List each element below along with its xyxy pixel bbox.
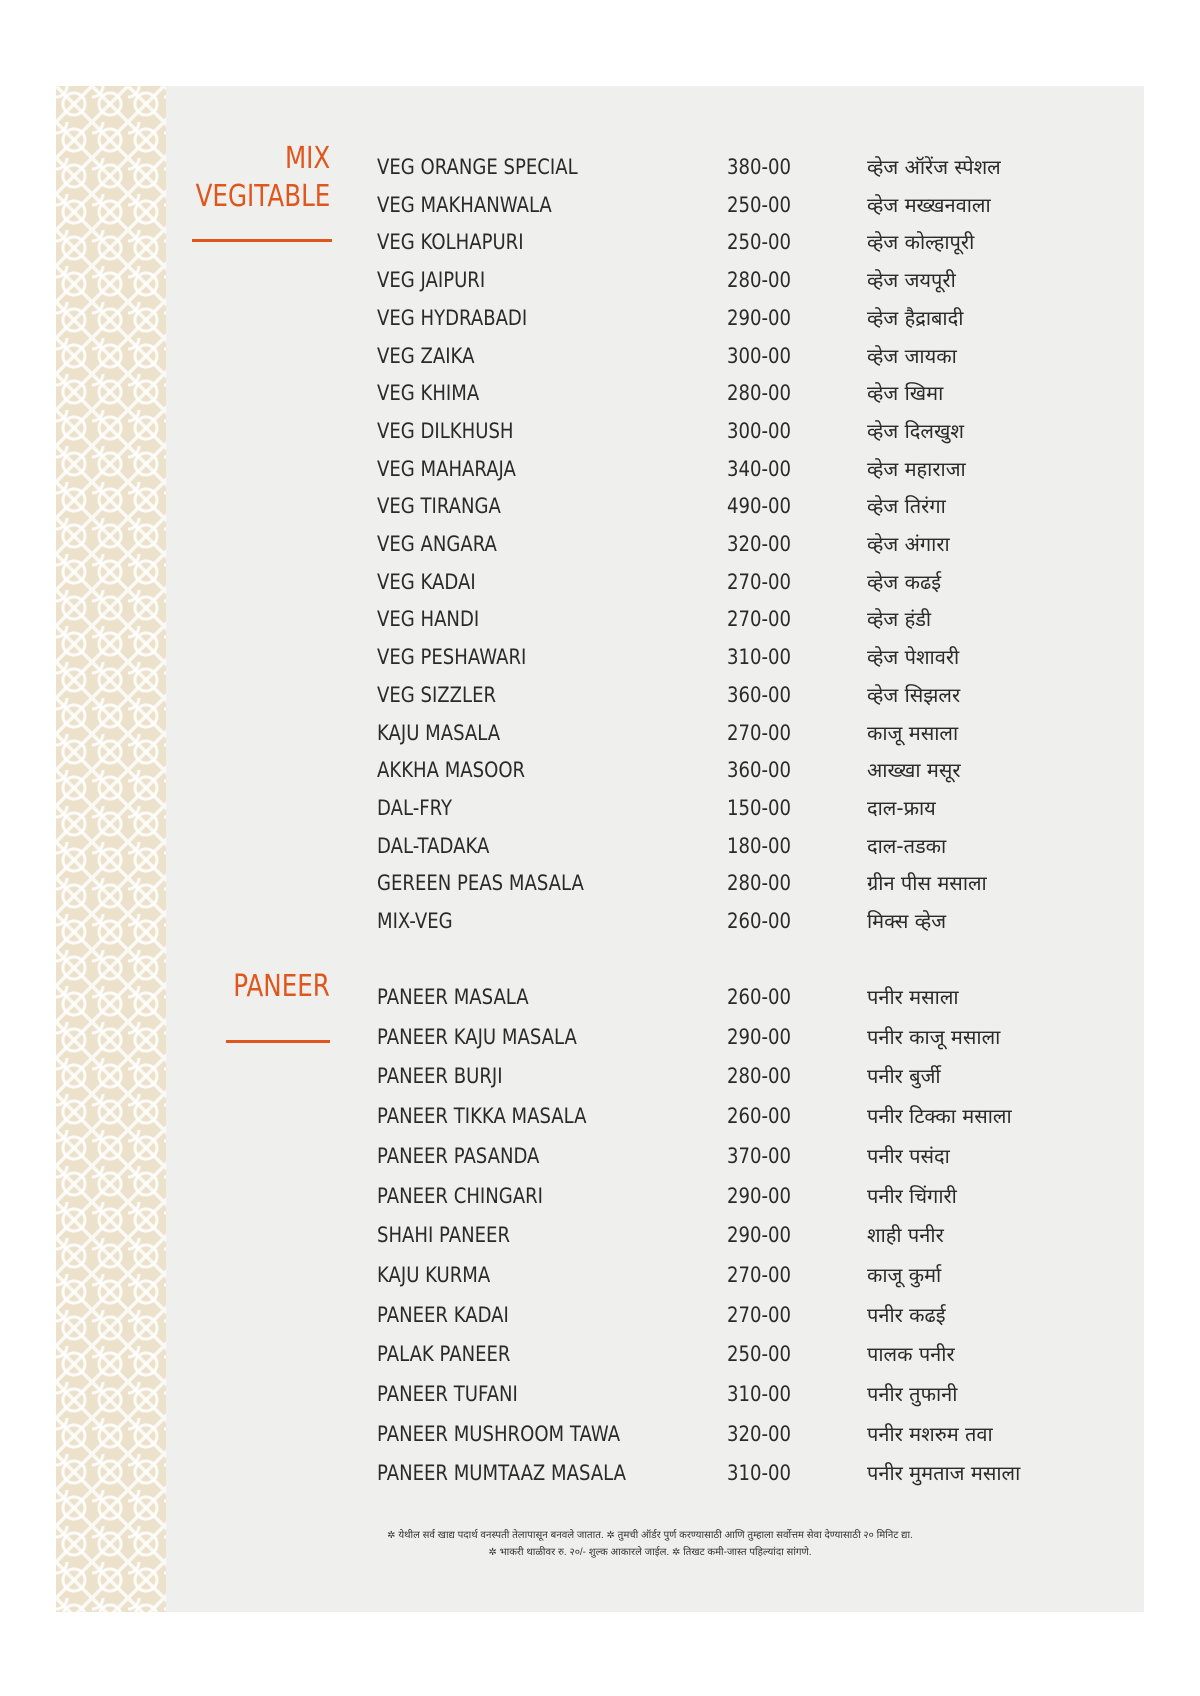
- dish-name: MIX-VEG: [377, 909, 453, 933]
- dish-price: 310-00: [727, 645, 791, 670]
- decorative-lattice-pattern: [56, 86, 166, 1612]
- dish-name: VEG HANDI: [377, 607, 480, 632]
- dish-name-marathi: पनीर कढई: [867, 1302, 946, 1327]
- menu-item-row: [377, 680, 1137, 710]
- dish-price: 320-00: [727, 532, 791, 556]
- menu-item-row: [377, 491, 1137, 521]
- menu-item-row: [377, 718, 1137, 748]
- dish-price: 310-00: [727, 1382, 791, 1406]
- menu-item-row: [377, 1419, 1137, 1449]
- dish-price: 260-00: [727, 909, 791, 933]
- dish-name-marathi: व्हेज सिझलर: [867, 682, 961, 707]
- menu-item-row: [377, 642, 1137, 672]
- dish-price: 260-00: [727, 1104, 791, 1129]
- dish-name: PANEER TIKKA MASALA: [377, 1104, 587, 1129]
- dish-name-marathi: पनीर मुमताज मसाला: [867, 1461, 1021, 1486]
- dish-name-marathi: व्हेज हंडी: [867, 607, 932, 632]
- menu-item-row: [377, 831, 1137, 861]
- dish-price: 490-00: [727, 494, 791, 519]
- dish-name: GEREEN PEAS MASALA: [377, 871, 584, 896]
- menu-item-row: [377, 190, 1137, 220]
- menu-item-row: [377, 567, 1137, 597]
- dish-name: VEG HYDRABADI: [377, 305, 528, 330]
- dish-price: 290-00: [727, 1223, 791, 1248]
- dish-name-marathi: व्हेज महाराजा: [867, 456, 966, 481]
- menu-item-row: [377, 868, 1137, 898]
- menu-item-row: [377, 454, 1137, 484]
- dish-price: 300-00: [727, 418, 791, 443]
- dish-name-marathi: पनीर चिंगारी: [867, 1183, 957, 1208]
- menu-item-row: [377, 1141, 1137, 1171]
- dish-name-marathi: व्हेज जायका: [867, 343, 957, 368]
- dish-name: VEG ANGARA: [377, 532, 497, 556]
- dish-name-marathi: मिक्स व्हेज: [867, 909, 947, 933]
- section-title-mix-vegitable: [180, 140, 330, 220]
- dish-price: 360-00: [727, 758, 791, 783]
- dish-price: 290-00: [727, 1183, 791, 1208]
- dish-name: PANEER MUSHROOM TAWA: [377, 1421, 621, 1446]
- dish-name: VEG ZAIKA: [377, 343, 475, 368]
- footer-line: ✲ भाकरी थाळीवर रु. २०/- शुल्क आकारले जाईल. ✲ तिखट कमी-जास्त पहिल्यांदा सांगणे.: [488, 1547, 812, 1558]
- dish-name: VEG MAKHANWALA: [377, 192, 552, 217]
- dish-name-marathi: व्हेज हैद्राबादी: [867, 305, 964, 330]
- dish-name-marathi: पनीर मशरुम तवा: [867, 1421, 993, 1446]
- dish-name-marathi: व्हेज अंगारा: [867, 532, 950, 556]
- dish-price: 250-00: [727, 192, 791, 217]
- dish-price: 270-00: [727, 569, 791, 594]
- menu-item-row: [377, 303, 1137, 333]
- menu-item-row: [377, 1458, 1137, 1488]
- dish-name-marathi: दाल-तडका: [867, 833, 947, 858]
- dish-name-marathi: पनीर काजू मसाला: [867, 1024, 1001, 1049]
- dish-name-marathi: दाल-फ्राय: [867, 795, 936, 820]
- dish-name-marathi: काजू कुर्मा: [867, 1262, 942, 1287]
- dish-name: DAL-FRY: [377, 795, 453, 820]
- dish-price: 360-00: [727, 682, 791, 707]
- dish-price: 260-00: [727, 985, 791, 1009]
- dish-name: PANEER MASALA: [377, 985, 529, 1009]
- dish-price: 250-00: [727, 230, 791, 255]
- dish-price: 280-00: [727, 381, 791, 406]
- menu-item-row: [377, 227, 1137, 257]
- dish-price: 270-00: [727, 1262, 791, 1287]
- section-underline: [192, 239, 332, 242]
- dish-name: PALAK PANEER: [377, 1342, 511, 1367]
- dish-name-marathi: व्हेज पेशावरी: [867, 645, 960, 670]
- dish-name: KAJU KURMA: [377, 1262, 491, 1287]
- dish-price: 270-00: [727, 720, 791, 745]
- section-title-line: PANEER: [233, 969, 330, 1004]
- section-underline: [226, 1040, 330, 1043]
- section-title-line: VEGITABLE: [195, 179, 330, 214]
- dish-name: PANEER CHINGARI: [377, 1183, 543, 1208]
- menu-item-row: [377, 755, 1137, 785]
- dish-price: 280-00: [727, 1064, 791, 1089]
- dish-price: 370-00: [727, 1143, 791, 1168]
- dish-name-marathi: पनीर पसंदा: [867, 1143, 950, 1168]
- dish-name-marathi: व्हेज ऑरेंज स्पेशल: [867, 155, 1001, 179]
- dish-name-marathi: व्हेज मख्खनवाला: [867, 192, 991, 217]
- dish-name-marathi: व्हेज तिरंगा: [867, 494, 946, 519]
- dish-price: 310-00: [727, 1461, 791, 1486]
- dish-price: 250-00: [727, 1342, 791, 1367]
- dish-name: PANEER KAJU MASALA: [377, 1024, 577, 1049]
- dish-name: VEG KOLHAPURI: [377, 230, 524, 255]
- dish-name: PANEER TUFANI: [377, 1382, 518, 1406]
- dish-name: VEG KHIMA: [377, 381, 480, 406]
- dish-price: 290-00: [727, 305, 791, 330]
- dish-name: VEG MAHARAJA: [377, 456, 516, 481]
- dish-name-marathi: पनीर तुफानी: [867, 1382, 958, 1406]
- menu-item-row: [377, 604, 1137, 634]
- dish-name: KAJU MASALA: [377, 720, 501, 745]
- dish-name-marathi: पनीर बुर्जी: [867, 1064, 941, 1089]
- dish-name: VEG JAIPURI: [377, 268, 486, 293]
- dish-name: PANEER MUMTAAZ MASALA: [377, 1461, 626, 1486]
- menu-item-row: [377, 906, 1137, 936]
- dish-price: 380-00: [727, 155, 791, 179]
- dish-price: 280-00: [727, 871, 791, 896]
- menu-item-row: [377, 1181, 1137, 1211]
- dish-name: VEG TIRANGA: [377, 494, 501, 519]
- menu-item-row: [377, 1339, 1137, 1369]
- dish-price: 270-00: [727, 607, 791, 632]
- dish-name-marathi: शाही पनीर: [867, 1223, 944, 1248]
- dish-price: 290-00: [727, 1024, 791, 1049]
- dish-name: DAL-TADAKA: [377, 833, 490, 858]
- menu-item-row: [377, 265, 1137, 295]
- menu-item-row: [377, 1260, 1137, 1290]
- dish-name: PANEER KADAI: [377, 1302, 509, 1327]
- section-title-line: MIX: [284, 141, 330, 176]
- dish-name: VEG KADAI: [377, 569, 476, 594]
- dish-price: 270-00: [727, 1302, 791, 1327]
- menu-item-row: [377, 982, 1137, 1012]
- dish-name-marathi: पनीर टिक्का मसाला: [867, 1104, 1012, 1129]
- dish-name: PANEER PASANDA: [377, 1143, 540, 1168]
- dish-name-marathi: व्हेज कोल्हापूरी: [867, 230, 975, 255]
- menu-item-row: [377, 1220, 1137, 1250]
- dish-name: VEG ORANGE SPECIAL: [377, 155, 578, 179]
- menu-item-row: [377, 1379, 1137, 1409]
- menu-item-row: [377, 793, 1137, 823]
- dish-name-marathi: व्हेज दिलखुश: [867, 418, 964, 443]
- dish-name-marathi: पनीर मसाला: [867, 985, 959, 1009]
- dish-price: 340-00: [727, 456, 791, 481]
- menu-item-row: [377, 378, 1137, 408]
- menu-item-row: [377, 1101, 1137, 1131]
- dish-name-marathi: व्हेज खिमा: [867, 381, 944, 406]
- menu-item-row: [377, 152, 1137, 182]
- dish-price: 280-00: [727, 268, 791, 293]
- menu-item-row: [377, 341, 1137, 371]
- menu-item-row: [377, 529, 1137, 559]
- dish-name-marathi: पालक पनीर: [867, 1342, 955, 1367]
- dish-name-marathi: ग्रीन पीस मसाला: [867, 871, 987, 896]
- menu-item-row: [377, 1022, 1137, 1052]
- menu-item-row: [377, 416, 1137, 446]
- dish-price: 150-00: [727, 795, 791, 820]
- dish-name: PANEER BURJI: [377, 1064, 503, 1089]
- dish-price: 180-00: [727, 833, 791, 858]
- dish-name-marathi: आख्खा मसूर: [867, 758, 961, 783]
- section-title-paneer: [180, 968, 330, 1008]
- menu-item-row: [377, 1300, 1137, 1330]
- dish-name-marathi: व्हेज कढई: [867, 569, 942, 594]
- footer-line: ✲ येथील सर्व खाद्य पदार्थ वनस्पती तेलापासून बनवले जातात. ✲ तुमची ऑर्डर पुर्ण करण्यासाठी आणि तुम्हाला सर्वोत्तम सेवा देण्यासाठी २० मिनिट द्या.: [387, 1530, 913, 1541]
- dish-price: 320-00: [727, 1421, 791, 1446]
- dish-name: AKKHA MASOOR: [377, 758, 526, 783]
- dish-name: VEG SIZZLER: [377, 682, 497, 707]
- dish-name-marathi: काजू मसाला: [867, 720, 959, 745]
- footer-note: [290, 1527, 1010, 1561]
- dish-name: VEG DILKHUSH: [377, 418, 514, 443]
- dish-name: SHAHI PANEER: [377, 1223, 511, 1248]
- menu-item-row: [377, 1061, 1137, 1091]
- dish-name-marathi: व्हेज जयपूरी: [867, 268, 956, 293]
- dish-price: 300-00: [727, 343, 791, 368]
- dish-name: VEG PESHAWARI: [377, 645, 527, 670]
